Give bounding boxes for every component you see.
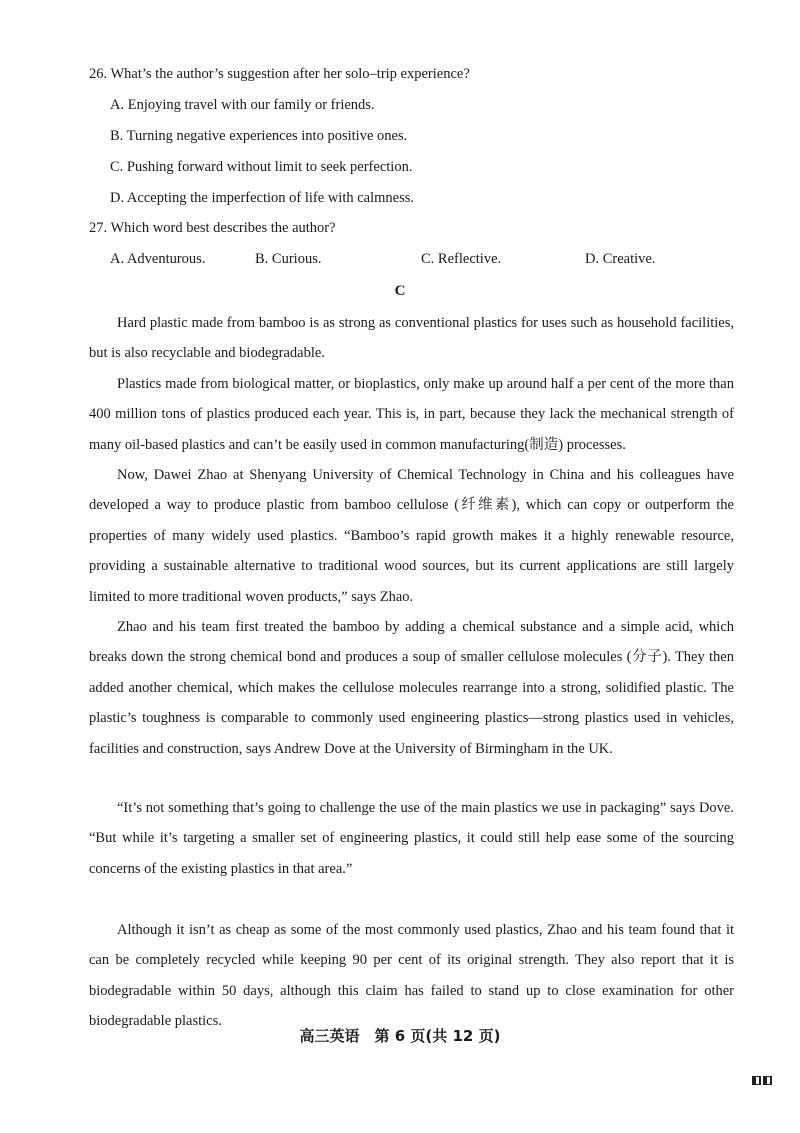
page-footer: 高三英语 第 6 页(共 12 页) — [299, 1027, 501, 1045]
passage-paragraph-3: Now, Dawei Zhao at Shenyang University of Chemical Technology in China and his colleagues have developed a way to produce plastic from bamboo cellulose (纤维素), which can copy or outperform the properties of many widely used plastics. “Bamboo’s rapid growth makes it a highly renewable resource, providing a sustainable alternative to traditional wood sources, but its current applications are still largely limited to more traditional woven products,” says Zhao. — [89, 467, 734, 605]
question-26-option-c: C. Pushing forward without limit to seek perfection. — [110, 159, 413, 175]
question-27-option-b: B. Curious. — [255, 251, 322, 267]
passage-paragraph-6: Although it isn’t as cheap as some of the most commonly used plastics, Zhao and his team found that it can be completely recycled while keeping 90 per cent of its original strength. They also report that it is biodegradable within 50 days, although this claim has failed to stand up to close examination for other biodegradable plastics. — [89, 922, 734, 1030]
question-26-option-b: B. Turning negative experiences into positive ones. — [110, 128, 408, 144]
question-27-stem: 27. Which word best describes the author? — [89, 220, 336, 236]
question-26-option-a: A. Enjoying travel with our family or friends. — [110, 97, 375, 113]
question-27-option-d: D. Creative. — [585, 251, 656, 267]
passage-paragraph-4: Zhao and his team first treated the bamboo by adding a chemical substance and a simple acid, which breaks down the strong chemical bond and produces a soup of smaller cellulose molecules (分子). They then added another chemical, which makes the cellulose molecules rearrange into a strong, solidified plastic. The plastic’s toughness is comparable to commonly used engineering plastics—strong plastics used in vehicles, facilities and construction, says Andrew Dove at the University of Birmingham in the UK. — [89, 619, 734, 757]
question-27-option-c: C. Reflective. — [421, 251, 502, 267]
section-heading: C — [394, 283, 406, 299]
question-26-stem: 26. What’s the author’s suggestion after her solo–trip experience? — [89, 66, 470, 82]
question-27-option-a: A. Adventurous. — [110, 251, 206, 267]
question-26-option-d: D. Accepting the imperfection of life with calmness. — [110, 190, 415, 206]
passage-paragraph-2: Plastics made from biological matter, or bioplastics, only make up around half a per cent of the more than 400 million tons of plastics produced each year. This is, in part, because they lack the mechanical strength of many oil-based plastics and can’t be easily used in common manufacturing(制造) processes. — [89, 376, 734, 453]
passage-paragraph-1: Hard plastic made from bamboo is as strong as conventional plastics for uses such as household facilities, but is also recyclable and biodegradable. — [89, 315, 734, 362]
qr-code-icon — [752, 1075, 786, 1085]
passage-paragraph-5: “It’s not something that’s going to challenge the use of the main plastics we use in packaging” says Dove. “But while it’s targeting a smaller set of engineering plastics, it could still help ease some of the sourcing concerns of the existing plastics in that area.” — [89, 800, 734, 877]
